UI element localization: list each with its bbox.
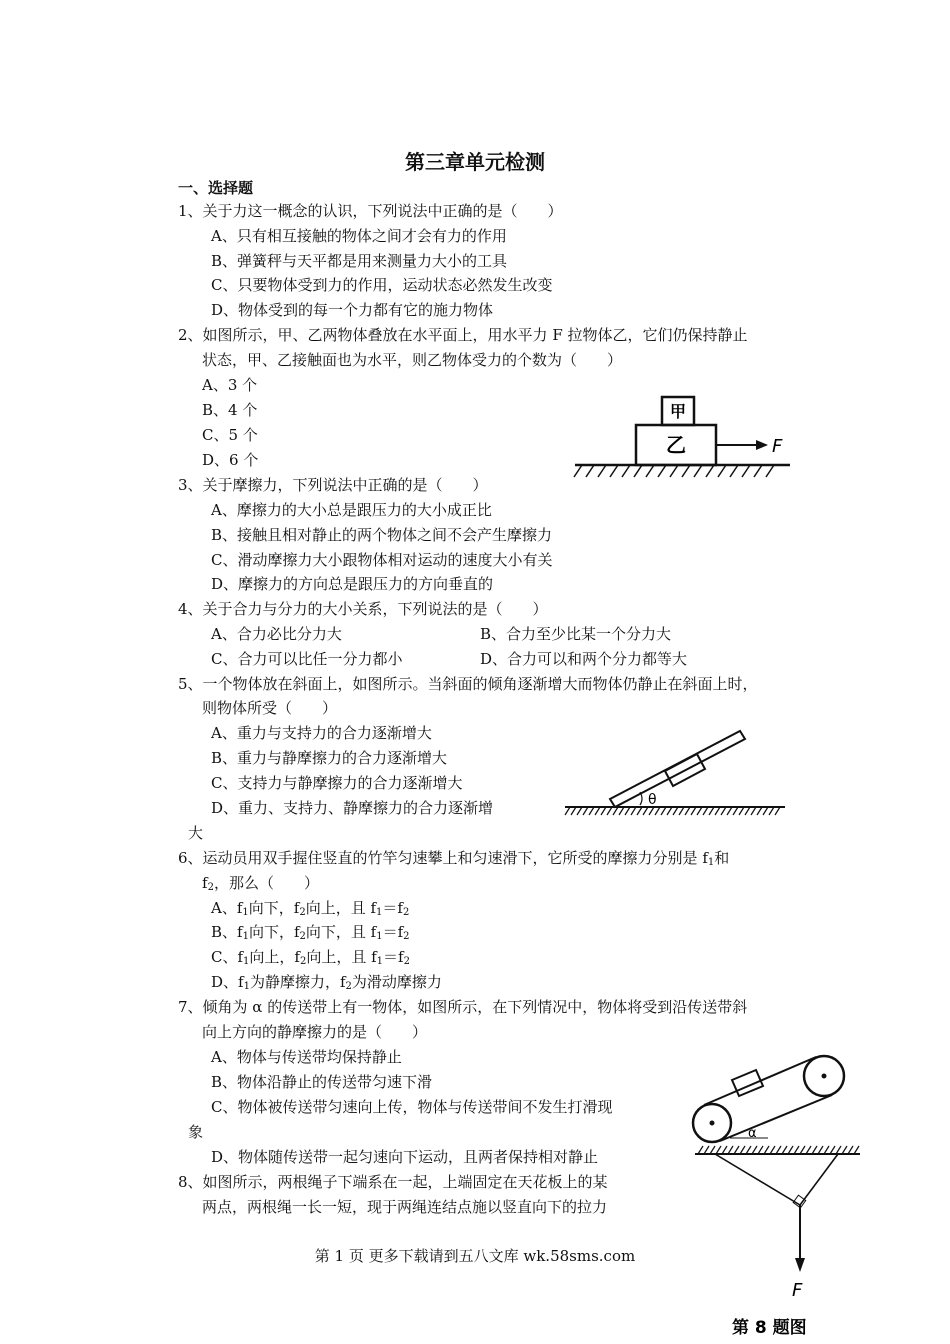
hatch-mark <box>794 1146 799 1154</box>
hatch-mark <box>766 465 774 477</box>
page-title: 第三章单元检测 <box>405 150 545 174</box>
q3-option-c: C、滑动摩擦力大小跟物体相对运动的速度大小有关 <box>211 551 553 569</box>
hatch-mark <box>709 807 714 815</box>
q5-option-c: C、支持力与静摩擦力的合力逐渐增大 <box>211 774 463 792</box>
hatch-mark <box>782 1146 787 1154</box>
hatch-mark <box>769 807 774 815</box>
q8-figure <box>690 1140 865 1340</box>
q4-stem: 4、关于合力与分力的大小关系，下列说法的是（ ） <box>178 600 548 618</box>
q2-option-c: C、5 个 <box>202 426 258 444</box>
hatch-mark <box>830 1146 835 1154</box>
hatch-mark <box>758 1146 763 1154</box>
hatch-mark <box>586 465 594 477</box>
block-jia-label: 甲 <box>669 402 687 421</box>
hatch-mark <box>812 1146 817 1154</box>
hatch-mark <box>739 807 744 815</box>
hatch-mark <box>718 465 726 477</box>
hatch-mark <box>730 465 738 477</box>
hatch-mark <box>673 807 678 815</box>
hatch-mark <box>643 807 648 815</box>
q1-option-d: D、物体受到的每一个力都有它的施力物体 <box>211 301 494 319</box>
q3-option-d: D、摩擦力的方向总是跟压力的方向垂直的 <box>211 575 494 593</box>
hatch-mark <box>703 807 708 815</box>
hatch-mark <box>722 1146 727 1154</box>
q1-stem: 1、关于力这一概念的认识，下列说法中正确的是（ ） <box>178 202 563 220</box>
hatch-mark <box>697 807 702 815</box>
hatch-mark <box>754 465 762 477</box>
q6-option-a: A、$f_1$向下，$f_2$向上，且 $f_1=f_2$ <box>211 899 410 918</box>
hatch-mark <box>824 1146 829 1154</box>
q5-figure <box>560 725 790 820</box>
q7-option-c-line2: 象 <box>188 1123 204 1141</box>
q2-stem-line1: 2、如图所示，甲、乙两物体叠放在水平面上，用水平力 F 拉物体乙，它们仍保持静止 <box>178 326 748 344</box>
hatch-mark <box>752 1146 757 1154</box>
hatch-mark <box>848 1146 853 1154</box>
hatch-mark <box>751 807 756 815</box>
hatch-mark <box>658 465 666 477</box>
q7-option-c-line1: C、物体被传送带匀速向上传，物体与传送带间不发生打滑现 <box>211 1098 613 1116</box>
hatch-mark <box>842 1146 847 1154</box>
q5-option-d-line1: D、重力、支持力、静摩擦力的合力逐渐增 <box>211 799 494 817</box>
figure-caption: 第 8 题图 <box>732 1318 807 1338</box>
q2-option-d: D、6 个 <box>202 451 259 469</box>
hatch-mark <box>649 807 654 815</box>
q2-option-b: B、4 个 <box>202 401 258 419</box>
q5-stem-line2: 则物体所受（ ） <box>202 699 338 717</box>
hatch-mark <box>631 807 636 815</box>
hatch-mark <box>595 807 600 815</box>
ceiling-hatching <box>698 1146 859 1154</box>
hatch-mark <box>682 465 690 477</box>
q3-option-a: A、摩擦力的大小总是跟压力的大小成正比 <box>211 501 492 519</box>
belt-object <box>732 1070 763 1096</box>
q6-option-d: D、$f_1$为静摩擦力，$f_2$为滑动摩擦力 <box>211 973 442 992</box>
q5-stem-line1: 5、一个物体放在斜面上，如图所示。当斜面的倾角逐渐增大而物体仍静止在斜面上时， <box>178 675 758 693</box>
hatch-mark <box>733 807 738 815</box>
hatch-mark <box>655 807 660 815</box>
q6-stem-line1: 6、运动员用双手握住竖直的竹竿匀速攀上和匀速滑下，它所受的摩擦力分别是 $f_1$和 <box>178 849 730 868</box>
hatch-mark <box>625 807 630 815</box>
hatch-mark <box>770 1146 775 1154</box>
hatch-mark <box>679 807 684 815</box>
hatch-mark <box>746 1146 751 1154</box>
hatch-mark <box>763 807 768 815</box>
q5-option-a: A、重力与支持力的合力逐渐增大 <box>211 724 432 742</box>
hatch-mark <box>800 1146 805 1154</box>
hatch-mark <box>776 1146 781 1154</box>
hatch-mark <box>589 807 594 815</box>
q7-stem-line2: 向上方向的静摩擦力的是（ ） <box>202 1023 428 1041</box>
hatch-mark <box>667 807 672 815</box>
hatch-mark <box>710 1146 715 1154</box>
incline-plank <box>610 731 745 807</box>
q7-option-d: D、物体随传送带一起匀速向下运动，且两者保持相对静止 <box>211 1148 599 1166</box>
q8-stem-line2: 两点，两根绳一长一短，现于两绳连结点施以竖直向下的拉力 <box>202 1198 608 1216</box>
hatch-mark <box>613 807 618 815</box>
hatch-mark <box>742 465 750 477</box>
hatch-mark <box>698 1146 703 1154</box>
hatch-mark <box>706 465 714 477</box>
force-arrowhead <box>756 440 768 450</box>
hatch-mark <box>757 807 762 815</box>
hatch-mark <box>634 465 642 477</box>
hatch-mark <box>610 465 618 477</box>
hatch-mark <box>721 807 726 815</box>
hatch-mark <box>565 807 570 815</box>
angle-label: α <box>748 1126 757 1141</box>
hatch-mark <box>607 807 612 815</box>
q2-option-a: A、3 个 <box>202 376 258 394</box>
hatch-mark <box>704 1146 709 1154</box>
hatch-mark <box>715 807 720 815</box>
hatch-mark <box>646 465 654 477</box>
q4-option-d: D、合力可以和两个分力都等大 <box>480 650 688 668</box>
hatch-mark <box>583 807 588 815</box>
q2-figure <box>570 392 795 487</box>
hatch-mark <box>661 807 666 815</box>
hatch-mark <box>685 807 690 815</box>
hatch-mark <box>734 1146 739 1154</box>
section-heading: 一、选择题 <box>178 179 254 197</box>
force-label: F <box>772 436 783 457</box>
q1-option-b: B、弹簧秤与天平都是用来测量力大小的工具 <box>211 252 508 270</box>
hatch-mark <box>836 1146 841 1154</box>
hatch-mark <box>818 1146 823 1154</box>
q2-stem-line2: 状态，甲、乙接触面也为水平，则乙物体受力的个数为（ ） <box>202 351 623 369</box>
angle-label: θ <box>648 792 657 808</box>
ground-hatching <box>574 465 774 477</box>
q4-option-a: A、合力必比分力大 <box>211 625 342 643</box>
hatch-mark <box>622 465 630 477</box>
hatch-mark <box>670 465 678 477</box>
q7-option-a: A、物体与传送带均保持静止 <box>211 1048 402 1066</box>
ground-hatching <box>565 807 780 815</box>
q1-option-c: C、只要物体受到力的作用，运动状态必然发生改变 <box>211 276 553 294</box>
hatch-mark <box>775 807 780 815</box>
q7-figure <box>690 1050 860 1145</box>
hatch-mark <box>601 807 606 815</box>
block-yi-label: 乙 <box>666 433 686 457</box>
hatch-mark <box>598 465 606 477</box>
q4-option-b: B、合力至少比某一个分力大 <box>480 625 672 643</box>
hatch-mark <box>727 807 732 815</box>
q3-stem: 3、关于摩擦力，下列说法中正确的是（ ） <box>178 476 488 494</box>
q3-option-b: B、接触且相对静止的两个物体之间不会产生摩擦力 <box>211 526 553 544</box>
q5-option-d-line2: 大 <box>188 824 204 842</box>
hatch-mark <box>637 807 642 815</box>
hatch-mark <box>574 465 582 477</box>
q1-option-a: A、只有相互接触的物体之间才会有力的作用 <box>211 227 507 245</box>
q8-stem-line1: 8、如图所示，两根绳子下端系在一起，上端固定在天花板上的某 <box>178 1173 608 1191</box>
hatch-mark <box>571 807 576 815</box>
hatch-mark <box>619 807 624 815</box>
hatch-mark <box>728 1146 733 1154</box>
hatch-mark <box>764 1146 769 1154</box>
q6-option-c: C、$f_1$向上，$f_2$向上，且 $f_1=f_2$ <box>211 948 410 967</box>
q4-option-c: C、合力可以比任一分力都小 <box>211 650 403 668</box>
page-footer: 第 1 页 更多下载请到五八文库 wk.58sms.com <box>314 1247 636 1265</box>
hatch-mark <box>788 1146 793 1154</box>
hatch-mark <box>745 807 750 815</box>
belt-bottom <box>720 1095 832 1141</box>
hatch-mark <box>691 807 696 815</box>
q6-option-b: B、$f_1$向下，$f_2$向下，且 $f_1=f_2$ <box>211 923 410 942</box>
q7-option-b: B、物体沿静止的传送带匀速下滑 <box>211 1073 433 1091</box>
hatch-mark <box>577 807 582 815</box>
hatch-mark <box>854 1146 859 1154</box>
hatch-mark <box>740 1146 745 1154</box>
rope-short <box>800 1154 838 1205</box>
q6-stem-line2: $f_2$，那么（ ） <box>202 874 319 893</box>
q7-stem-line1: 7、倾角为 α 的传送带上有一物体，如图所示，在下列情况中，物体将受到沿传送带斜 <box>178 998 748 1016</box>
rope-long <box>715 1154 800 1205</box>
hatch-mark <box>806 1146 811 1154</box>
force-label: F <box>792 1280 803 1301</box>
hatch-mark <box>694 465 702 477</box>
hatch-mark <box>716 1146 721 1154</box>
q5-option-b: B、重力与静摩擦力的合力逐渐增大 <box>211 749 448 767</box>
